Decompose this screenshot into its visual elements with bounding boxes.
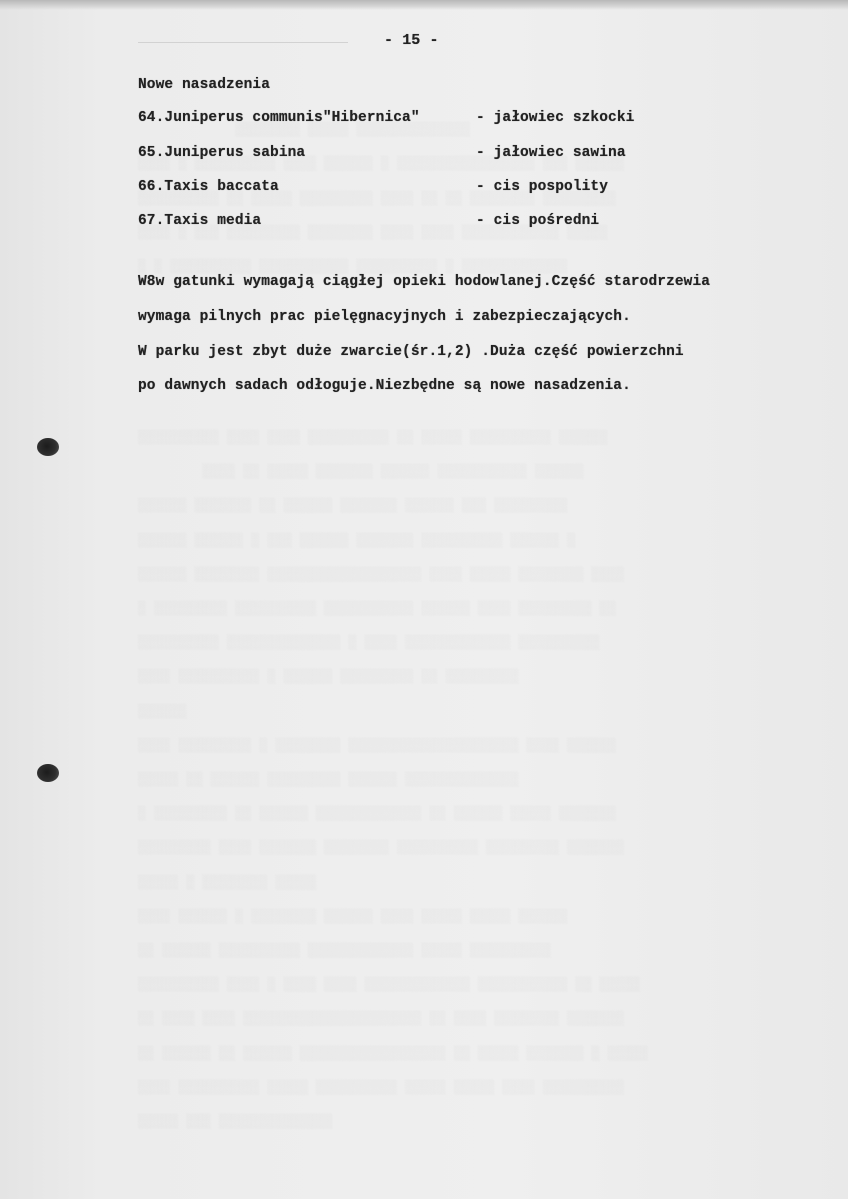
species-common-name: - jałowiec szkocki	[476, 110, 635, 126]
show-through-text: ░░░░░░░░ ░░░░░ ░░░░░░░░░░░░░░ ░░░░ ░ ░░░░░░░░░░ ░░░░ ░░░░░░ ░ ░░░░░░░░░░░░░░░░░ ░░░ ░░░░░░ ░░░░░░░░░░ ░░ ░░░░░ ░░░░░░░░░ ░░░░ ░░ ░░ ░░░░░░░░ ░░░░░░░░░ ░░░░ ░ ░░░ ░░░░░░░░░ ░░░░░░░░ ░░░░ ░░░░ ░░░░░░░░░░░░ ░░░░░ ░ ░ ░░░░░░░░░░ ░░░░░░░░░░░ ░░░░░░░░░░ ░ ░░░░░░░░░░░░░ ░░░░░░░░░░ ░░░░ ░░░░ ░░░░░░░░░░ ░░ ░░░░░ ░░░░░░░░░░ ░░░░░░ ░░░░ ░░ ░░░░░ ░░░░░░░ ░░░░░░ ░░░░░░░░░░░ ░░░░░░ ░░░░░░ ░░░░░░░ ░░ ░░░░░░ ░░░░░░░ ░░░░░░ ░░░ ░░░░░░░░░ ░░░░░░ ░░░░░░ ░ ░░░ ░░░░░░ ░░░░░░░ ░░░░░░░░░░ ░░░░░░ ░ ░░░░░░ ░░░░░░░░ ░░░░░░░░░░░░░░░░░░░ ░░░░ ░░░░░ ░░░░░░░░ ░░░░ ░ ░░░░░░░░░ ░░░░░░░░░░ ░░░░░░░░░░░ ░░░░░░ ░░░░ ░░░░░░░░░ ░░ ░░░░░░░░░░ ░░░░░░░░░░░░░░ ░ ░░░░ ░░░░░░░░░░░░░ ░░░░░░░░░░ ░░░░ ░░░░░░░░░░ ░ ░░░░░░ ░░░░░░░░░ ░░ ░░░░░░░░░ ░░░░░░ ░░░░ ░░░░░░░░░ ░ ░░░░░░░░ ░░░░░░░░░░░░░░░░░░░░░ ░░░░ ░░░░░░ ░░░░░ ░░ ░░░░░░ ░░░░░░░░░ ░░░░░░ ░░░░░░░░░░░░░░ ░ ░░░░░░░░░ ░░ ░░░░░░ ░░░░░░░░░░░░░ ░░ ░░░░░░ ░░░░░ ░░░░░░░ ░░░░░░░░░ ░░░░ ░░░░░░░ ░░░░░░░░ ░░░░░░░░░░ ░░░░░░░░░ ░░░░░░░ ░░░░░ ░ ░░░░░░░░ ░░░░░ ░░░░ ░░░░░░ ░ ░░░░░░░░ ░░░░░░ ░░░░ ░░░░░ ░░░░░ ░░░░░░ ░░ ░░░░░░ ░░░░░░░░░░ ░░░░░░░░░░░░░ ░░░░░ ░░░░░░░░░░ ░░░░░░░░░░ ░░░░ ░ ░░░░ ░░░░ ░░░░░░░░░░░░░ ░░░░░░░░░░░ ░░ ░░░░░ ░░ ░░░░ ░░░░ ░░░░░░░░░░░░░░░░░░░░░░ ░░ ░░░░ ░░░░░░░░ ░░░░░░░ ░░ ░░░░░░ ░░ ░░░░░░ ░░░░░░░░░░░░░░░░░░ ░░ ░░░░░ ░░░░░░░ ░ ░░░░░ ░░░░ ░░░░░░░░░░ ░░░░░ ░░░░░░░░░░ ░░░░░ ░░░░░ ░░░░ ░░░░░░░░░░ ░░░░░ ░░░ ░░░░░░░░░░░░░░	[138, 123, 649, 1131]
page-top-edge	[0, 0, 848, 10]
species-name: 65.Juniperus sabina	[138, 145, 306, 161]
species-common-name: - cis pośredni	[476, 213, 600, 229]
paragraph-line: po dawnych sadach odłoguje.Niezbędne są nowe nasadzenia.	[138, 378, 631, 394]
punch-hole-lower	[37, 764, 59, 782]
species-name: 64.Juniperus communis"Hibernica"	[138, 110, 420, 126]
species-name: 66.Taxis baccata	[138, 179, 279, 195]
paragraph-line: W8w gatunki wymagają ciągłej opieki hodowlanej.Część starodrzewia	[138, 274, 711, 290]
faint-rule	[138, 42, 348, 43]
species-common-name: - cis pospolity	[476, 179, 609, 195]
species-name: 67.Taxis media	[138, 213, 262, 229]
paragraph-line: wymaga pilnych prac pielęgnacyjnych i zabezpieczających.	[138, 309, 631, 325]
section-title: Nowe nasadzenia	[138, 77, 271, 93]
punch-hole-upper	[37, 438, 59, 456]
species-common-name: - jałowiec sawina	[476, 145, 626, 161]
paragraph-line: W parku jest zbyt duże zwarcie(śr.1,2) .Duża część powierzchni	[138, 344, 684, 360]
page-number: - 15 -	[384, 32, 439, 49]
